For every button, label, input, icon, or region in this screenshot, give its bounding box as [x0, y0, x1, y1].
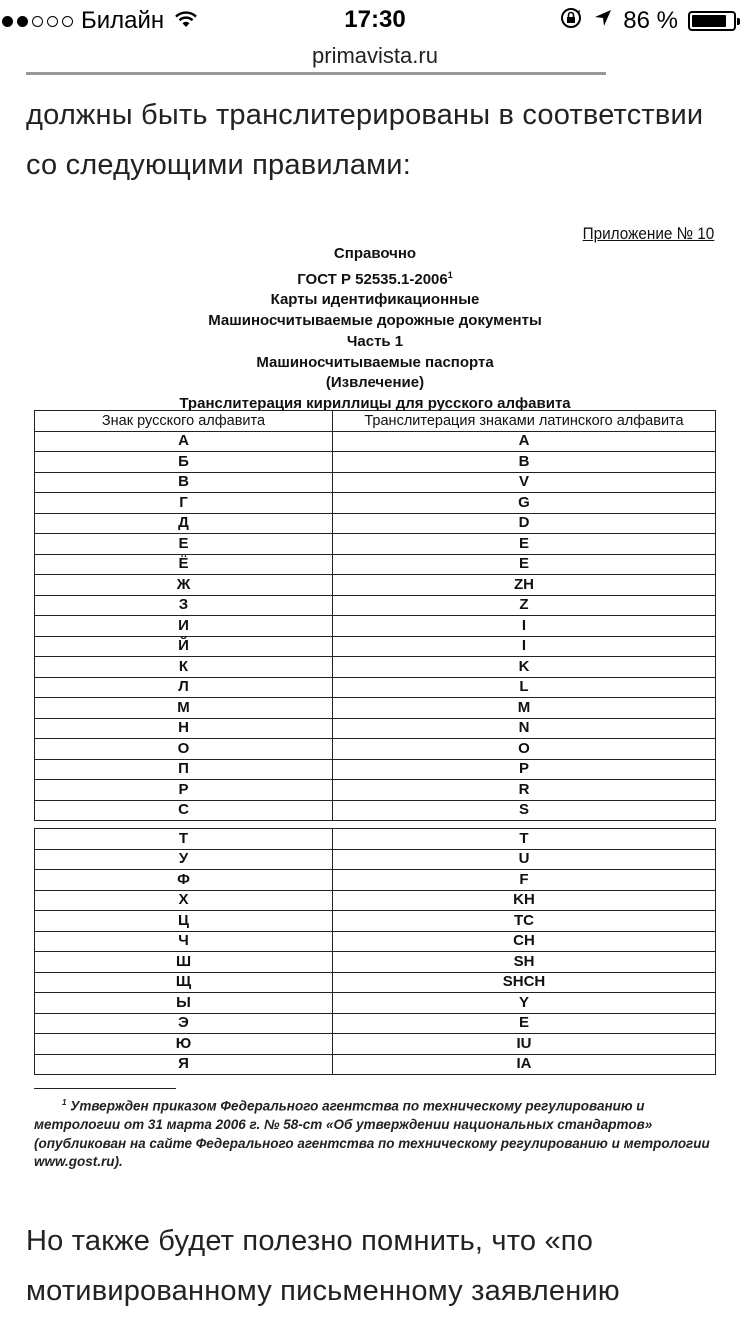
latin-transliteration: K — [333, 657, 716, 678]
cyrillic-letter: К — [35, 657, 333, 678]
table-row — [35, 452, 716, 473]
table-row — [35, 534, 716, 555]
cyrillic-letter: Г — [35, 493, 333, 514]
latin-transliteration: I — [333, 616, 716, 637]
latin-transliteration: D — [333, 513, 716, 534]
cyrillic-letter: Ф — [35, 870, 333, 891]
table-row — [35, 993, 716, 1014]
cyrillic-letter: Ю — [35, 1034, 333, 1055]
table-row — [35, 493, 716, 514]
table-row — [35, 911, 716, 932]
latin-transliteration: R — [333, 780, 716, 801]
battery-tip — [737, 18, 740, 25]
table-row — [35, 472, 716, 493]
battery-level-fill — [692, 15, 726, 27]
heading-line: (Извлечение) — [325, 374, 425, 392]
column-header-latin: Транслитерация знаками латинского алфавита — [333, 411, 716, 432]
latin-transliteration: P — [333, 759, 716, 780]
carrier-name: Билайн — [81, 7, 165, 34]
latin-transliteration: Z — [333, 595, 716, 616]
latin-transliteration: L — [333, 677, 716, 698]
article-paragraph-top: должны быть транслитерированы в соответствии со следующими правилами: — [26, 99, 704, 181]
cyrillic-letter: О — [35, 739, 333, 760]
cyrillic-letter: Е — [35, 534, 333, 555]
cyrillic-letter: С — [35, 800, 333, 821]
latin-transliteration: T — [333, 829, 716, 850]
appendix-label: Приложение № 10 — [582, 224, 714, 243]
latin-transliteration: M — [333, 698, 716, 719]
heading-line: Карты идентификационные — [270, 291, 480, 309]
table-row — [35, 718, 716, 739]
heading-line: Транслитерация кириллицы для русского алфавита — [179, 394, 571, 412]
latin-transliteration: A — [333, 431, 716, 452]
table-row — [35, 513, 716, 534]
transliteration-table-part1 — [34, 410, 716, 821]
address-bar-url[interactable]: primavista.ru — [312, 43, 438, 68]
transliteration-table-part2 — [34, 828, 716, 1075]
table-row — [35, 800, 716, 821]
table-row — [35, 575, 716, 596]
latin-transliteration: SH — [333, 952, 716, 973]
gost-transliteration-document — [34, 222, 716, 1172]
table-row — [35, 829, 716, 850]
cyrillic-letter: Ы — [35, 993, 333, 1014]
table-row — [35, 431, 716, 452]
location-arrow-icon — [593, 7, 613, 35]
document-heading — [34, 244, 716, 415]
table-row — [35, 657, 716, 678]
table-row — [35, 759, 716, 780]
cyrillic-letter: И — [35, 616, 333, 637]
latin-transliteration: E — [333, 534, 716, 555]
table-row — [35, 636, 716, 657]
table-row — [35, 554, 716, 575]
footnote-ref: 1 — [447, 269, 453, 280]
table-row — [35, 849, 716, 870]
table-row — [35, 1034, 716, 1055]
cyrillic-letter: Ч — [35, 931, 333, 952]
table-row — [35, 739, 716, 760]
latin-transliteration: CH — [333, 931, 716, 952]
table-row — [35, 677, 716, 698]
cyrillic-letter: Б — [35, 452, 333, 473]
cyrillic-letter: Д — [35, 513, 333, 534]
table-row — [35, 870, 716, 891]
cyrillic-letter: Р — [35, 780, 333, 801]
battery-percent: 86 % — [623, 7, 678, 34]
latin-transliteration: IU — [333, 1034, 716, 1055]
latin-transliteration: E — [333, 1013, 716, 1034]
latin-transliteration: S — [333, 800, 716, 821]
heading-line: Машиносчитываемые дорожные документы — [208, 312, 542, 330]
footnote — [34, 1094, 716, 1172]
cyrillic-letter: Ё — [35, 554, 333, 575]
cyrillic-letter: М — [35, 698, 333, 719]
latin-transliteration: G — [333, 493, 716, 514]
column-header-cyrillic: Знак русского алфавита — [35, 411, 333, 432]
heading-line: Машиносчитываемые паспорта — [256, 353, 494, 371]
heading-line: Часть 1 — [346, 332, 404, 350]
cyrillic-letter: У — [35, 849, 333, 870]
footnote-divider — [34, 1088, 176, 1089]
table-header-row — [35, 411, 716, 432]
footnote-text: Утвержден приказом Федерального агентства по техническому регулированию и метрологии от 31 марта 2006 г. № 58-ст «Об утверждении национальных стандартов» (опубликован на сайте Федерального агентства по техническому регулированию и метрологии www.gost.ru). — [34, 1098, 710, 1169]
latin-transliteration: V — [333, 472, 716, 493]
table-row — [35, 698, 716, 719]
cyrillic-letter: Й — [35, 636, 333, 657]
table-row — [35, 1013, 716, 1034]
article-paragraph-bottom: Но также будет полезно помнить, что «по мотивированному письменному заявлению — [26, 1225, 620, 1307]
latin-transliteration: N — [333, 718, 716, 739]
cyrillic-letter: В — [35, 472, 333, 493]
table-row — [35, 931, 716, 952]
status-bar — [0, 0, 750, 40]
cyrillic-letter: Я — [35, 1054, 333, 1075]
heading-line-gost — [34, 265, 716, 291]
clock: 17:30 — [344, 6, 406, 33]
latin-transliteration: IA — [333, 1054, 716, 1075]
status-right — [559, 6, 736, 36]
cyrillic-letter: Щ — [35, 972, 333, 993]
latin-transliteration: KH — [333, 890, 716, 911]
table-row — [35, 780, 716, 801]
latin-transliteration: I — [333, 636, 716, 657]
table-row — [35, 1054, 716, 1075]
cyrillic-letter: П — [35, 759, 333, 780]
latin-transliteration: B — [333, 452, 716, 473]
table-row — [35, 952, 716, 973]
cyrillic-letter: А — [35, 431, 333, 452]
latin-transliteration: SHCH — [333, 972, 716, 993]
heading-line: Справочно — [333, 245, 417, 262]
cyrillic-letter: Л — [35, 677, 333, 698]
latin-transliteration: Y — [333, 993, 716, 1014]
rotation-lock-icon — [559, 6, 583, 37]
cyrillic-letter: Ж — [35, 575, 333, 596]
table-row — [35, 890, 716, 911]
latin-transliteration: ZH — [333, 575, 716, 596]
latin-transliteration: TC — [333, 911, 716, 932]
latin-transliteration: E — [333, 554, 716, 575]
cyrillic-letter: Ш — [35, 952, 333, 973]
cyrillic-letter: Х — [35, 890, 333, 911]
latin-transliteration: U — [333, 849, 716, 870]
gost-number: ГОСТ Р 52535.1-2006 — [297, 270, 448, 288]
table-row — [35, 616, 716, 637]
cyrillic-letter: Н — [35, 718, 333, 739]
cyrillic-letter: Ц — [35, 911, 333, 932]
table-row — [35, 595, 716, 616]
cyrillic-letter: Т — [35, 829, 333, 850]
latin-transliteration: O — [333, 739, 716, 760]
latin-transliteration: F — [333, 870, 716, 891]
partially-scrolled-text — [26, 66, 606, 76]
footnote-mark: 1 — [62, 1098, 67, 1107]
cyrillic-letter: З — [35, 595, 333, 616]
table-row — [35, 972, 716, 993]
cyrillic-letter: Э — [35, 1013, 333, 1034]
battery-icon — [688, 11, 736, 31]
